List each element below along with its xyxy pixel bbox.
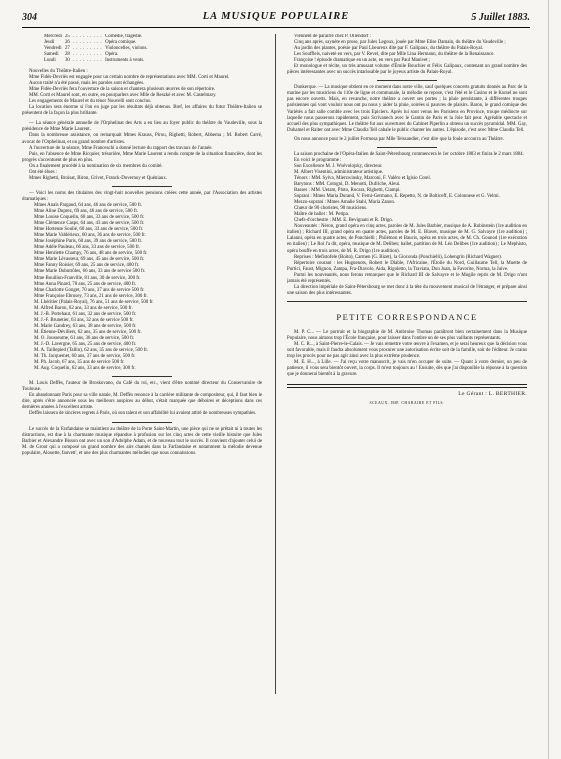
pension-entry: Mme Fanny Roisier, 69 ans, 25 ans de service, 400 fr.: [34, 263, 140, 269]
header-rule: [22, 27, 530, 28]
pension-entry: Mme Henriette Champy, 76 ans, 48 ans de service, 500 fr.: [34, 251, 148, 257]
schedule-day: Lundi: [44, 58, 56, 63]
dunkerque-news: Dunkerque. — La musique obtient en ce moment dans notre ville, sauf quelques concerts gratuits donnés au Parc de la marine par les musiciens du 110e de ligne et communale, la mélodie se repose, c'est l'été et le Casino et le Kursel ne sont pas encore ouverts. Mais, en revanche, notre théâtre a ouvert ses portes ; la pluie persistante, à différentes troupes parisiennes qui vont vouloir nous ont pu nous y aider la pluie, soirées si pauvres de plaisirs. Baron, le grand comique des Variétés a fait salle comble avec les trois Epiciers. Après lui sont venus les Parisiens en Province, troupe médiocre sur laquelle nous passerons rapidement, puis Scrivanech avec le Gamin de Paris et la Joie fait peur. Agréable spectacle et accueil des plus sympathiques. Le théâtre fut aux ouvertures du Cabinet Piperlin a obtenu un succès pyramidal. MM. Gay, Duhamel et Raiter ont avec Mme Claudia Tell cabale le public chanter les autres. L'épisode, c'est avec Mme Claudia Tell.: [287, 85, 527, 133]
schedule-leader: . . . . . . . . .: [72, 58, 103, 63]
news-paragraph: Ont été élues :: [29, 169, 58, 175]
publication-item: Les Souffleis, naiveté en vers, par V. Revel, dite par Mlle Lina Hermann, du théâtre de la Renaissance.: [294, 52, 495, 58]
right-column: [287, 34, 527, 745]
schedule-program: Instruments à vents.: [105, 58, 145, 63]
separator: [287, 301, 527, 302]
separator: [377, 80, 437, 81]
concours-schedule: [44, 34, 151, 64]
programme-line: Basses : MM. Uetam, Ploto, Rocara, Righetti, Ciampi.: [294, 188, 401, 194]
pension-entry: Mme Louise Coquelin, 60 ans, 33 ans de service, 500 fr.: [34, 215, 145, 221]
pension-entry: M. Lhéritier (Palais-Royal), 76 ans, 51 ans de service, 500 fr.: [34, 299, 154, 305]
publication-item: Au jardin des plantes, poésie par Paul Lheureux dite par F. Galipaux, du théâtre du Palais-Royal.: [294, 46, 484, 52]
pension-entry: Mme Hortense Soulié, 60 ans, 33 ans de service, 500 fr.: [34, 227, 144, 233]
programme-intro: En voici le programme :: [294, 157, 342, 163]
reprises: Reprises : Mefistofele (Boito), Carmen (G. Bizet), la Gioconda (Ponchielli), Lohengrin (Richard Wagner).: [294, 254, 502, 260]
column-divider: [275, 34, 276, 694]
pension-entry: Mmes Anaïs Pargaud, 64 ans, 46 ans de service, 500 fr.: [34, 202, 143, 208]
pension-entry: M. J.-B. Portehaut, 61 ans, 32 ans de service, 500 fr.: [34, 311, 137, 317]
programme-line: Soprani : Mmes Maria Durand, V. Ferni-Germano, E. Repetto, N. de Bolticeff, E. Colonnese et G. Velmi.: [294, 194, 500, 200]
news-paragraph: En abandonnant Paris pour sa ville natale, M. Deffès renonce à la carrière militante de compositeur, qui, il faut bien le dire, après s'être annoncée sous les meilleurs auspices au début, s'était marquée que déboires et déceptions dans ces dernières années à l'excellent artiste.: [22, 393, 262, 411]
separator: [377, 147, 437, 148]
vaudeville-publications: [287, 40, 527, 76]
schedule-program: Violoncelles, violons.: [105, 46, 148, 51]
programme-line: Son Excellence M. J. Wsévolojsky, directeur.: [294, 163, 383, 169]
schedule-leader: . . . . . . . . .: [72, 40, 103, 45]
pension-entry: Mme Anna Pinard, 70 ans, 25 ans de service, 400 fr.: [34, 281, 137, 287]
nouveautes-note: Parmi les nouveautés, nous ferons remarquer que le Richard III de Salvayre et le Mogile repris de M. Drigo n'ont jamais été représentés.: [287, 272, 527, 284]
news-paragraph: Deffès laissera de sincères regrets à Paris, où son talent et son affabilité lui avaient attiré de nombreuses sympathies.: [29, 411, 257, 417]
separator: [112, 422, 172, 423]
correspondance-item: M. C. R..., à Saint-Pierre-le-Calais. — Je vais remettre votre œuvre à l'examen, et je serai heureux que la décision vous soit favorable, mais il faudra absolument vous procurer une autorisation écrite soit de la famille, soit de l'éditeur. Je crains trop les procès pour ne pas agir ainsi avec la plus extrême prudence.: [287, 341, 527, 360]
news-paragraph: La location sera énorme si l'on en juge par les résultats déjà obtenus. Bref, les affaires du futur Théâtre-Italien se présentent de la façon la plus brillante.: [22, 105, 262, 117]
news-paragraph: Dans la nombreuse assistance, on remarquait Mmes Krauss, Pirou, Righetti, Robert, Abbema ; M. Robert Carré, avocat de l'Orphelinat, et un grand nombre d'artistes.: [22, 133, 262, 145]
news-paragraph: Mme Fidès-Devriès fera l'ouverture de la saison et chantera plusieurs œuvres de son répertoire.: [29, 87, 216, 93]
pension-entry: M. Ph. Jacob, 67 ans, 35 ans de service 500 fr.: [34, 360, 125, 366]
vaudeville-intro: Viennent de paraître chez P. Ollendorf :: [294, 34, 372, 39]
petersbourg-intro: La saison prochaine de l'Opéra-Italien de Saint-Pétersbourg commencera le 1er octobre 1883 et finira le 2 mars 1884.: [294, 151, 524, 157]
pensions-list: [22, 203, 262, 372]
left-column: [22, 34, 262, 745]
pension-entry: M. J.-F. Brunetier, 63 ans, 32 ans de service 500 fr.: [34, 317, 134, 323]
farfandaise-news: Le succès de la Farfandaise se maintient au théâtre de la Porte Saint-Martin, une pièce qui ne se prêtait ni à toutes les distractions, est due à la charmante musique répandue à profusion sur les cinq actes de cette vieille histoire que Jules Barbier et Alexandre Bisson ont avec un son d'Adolphe Adam, et de nouveau tout le succès. Il convient d'ajouter celui de M. de Groot qui a composé un grand nombre des airs chantés dans la Farfandaise et notamment la mélodie devenue populaire, Alouette, fauvett', et une des plus charmantes mélodies que nous connaissions.: [22, 426, 262, 456]
news-paragraph: — La séance générale annuelle de l'Orphelinat des Arts a eu lieu au foyer public du théâtre du Vaudeville, sous la présidence de Mme Marie Laurent.: [22, 121, 262, 133]
theatre-italien-news: [22, 69, 262, 117]
pensions-intro: — Voici les noms des titulaires des vingt-huit nouvelles pensions créées cette année, par l'Association des artistes dramatiques :: [22, 190, 262, 202]
nouveautes: Nouveautés : Néron, grand opéra en cinq actes, paroles de M. Jules Barbier, musique de A. Rubinstein (1re audition en italien) ; Richard III, grand opéra en quatre actes, paroles de M. E. Blavet, musique de M. G. Salvayre (1re audition) ; Lalanni, opéra en quatre actes, de Ponchielli ; Philémon et Baucis, opéra en trois actes, de M. Ch. Gounod (1re exécution en italien) ; Le Roi l'a dit, opéra, musique de M. Delibes; ballet, partition de M. Léo Delibes (1re audition) ; Le Mephisto, opéra bouffe en trois actes, de M. R. Drigo (1re audition).: [287, 224, 527, 254]
page-number: 304: [22, 12, 37, 23]
page-edge-shadow: [548, 0, 549, 759]
repertoire: Répertoire courant : les Huguenots, Robert le Diable, l'Africaine, l'Étoile du Nord, Guillaume Tell, la Muette de Portici, Faust, Mignon, Zampa, Fra-Diavolo, Aida, Rigoletto, la Traviata, Don Juan, la Favorite, Norma, la Juive.: [287, 260, 527, 272]
pension-entry: M. O. Jousseume, 61 ans, 36 ans de service, 500 fr.: [34, 335, 135, 341]
section-title: PETITE CORRESPONDANCE: [336, 311, 478, 322]
pension-entry: Mme Aline Duprez, 69 ans, 46 ans de service, 500 fr.: [34, 208, 139, 214]
news-paragraph: MM. Corti et Maurel sont, en outre, en pourparlers avec Mlle de Reszké et avec M. Castelmary.: [29, 93, 217, 99]
programme-line: Chefs-d'orchestre : MM. E. Bevignani et R. Drigo.: [294, 218, 394, 224]
news-paragraph: A l'ouverture de la séance, Mme Franceschi a donné lecture du rapport des travaux de l'année.: [29, 145, 213, 151]
news-paragraph: Mme Fidès-Devriès est engagée pour un certain nombre de représentations avec MM. Corti et Maurel.: [29, 75, 230, 81]
pension-entry: Mme Marie Lévasseur, 69 ans, 45 ans de service, 500 fr.: [34, 257, 145, 263]
publication-item: Cinq ans après, saynète en prose, par Jules Legoux, jouée par Mme Elise Damain, du théâtre du Vaudeville ;: [294, 40, 506, 46]
orphelinat-news: [22, 121, 262, 181]
separator: [112, 186, 172, 187]
pension-entry: Mme Charlotte Gonget, 70 ans, 37 ans de service 500 fr.: [34, 287, 145, 293]
journal-title: LA MUSIQUE POPULAIRE: [202, 11, 350, 22]
pension-entry: M. A. Taillepied (Tallin), 62 ans, 35 ans de service, 500 fr.: [34, 348, 148, 354]
news-paragraph: Mmes Righetti, Broisat, Biron, Grivot, Franck-Duvernoy et Quéniaux.: [29, 175, 168, 181]
news-paragraph: Les engagements de Maurel et du ténor Nouvelli sont conclus.: [29, 99, 152, 105]
schedule-program: Opéra comique.: [105, 40, 137, 45]
pension-entry: Mme Clémence Casps, 64 ans, 43 ans de service, 500 fr.: [34, 221, 145, 227]
news-paragraph: Aucun traité n'a été passé, mais les paroles sont échangées.: [29, 81, 145, 87]
schedule-day: Jeudi: [44, 40, 55, 45]
schedule-leader: . . . . . . . . .: [72, 52, 103, 57]
correspondance-item: M. P. C... — Le portrait et la biographie de M. Ambroise Thomas paraîtront bien certainement dans la Musique Populaire, nous aimons trop l'École française, pour laisser dans l'ombre un de ses plus vaillants représentants.: [287, 329, 527, 341]
text-columns: [22, 34, 530, 745]
schedule-date: 28: [64, 52, 70, 57]
publication-item: Et monologue et récite, un très amusant volume d'Émile Bouchier et Félix Galipaux, contenant un grand nombre des pièces intéressantes avec un succès intarissable par le joyeux artiste du Palais-Royal.: [287, 64, 527, 76]
schedule-date: 27: [64, 46, 70, 51]
pension-entry: M. Aug. Coquelin, 62 ans, 33 ans de service, 300 fr.: [34, 366, 136, 372]
page-header: [22, 10, 530, 26]
formosa-news: On nous annonce pour le 2 juillet Formosa par Mlle Teissandier, c'est dire que la foule accourra au Théâtre.: [294, 136, 504, 142]
programme-line: Barytons : MM. Cotogni, D. Menotti, Dufriche, Aleui.: [294, 181, 401, 187]
separator: [112, 376, 172, 377]
schedule-date: 26: [64, 40, 70, 45]
correspondance-item: M. E. H..., à Lille. — J'ai reçu votre manuscrit, je vais m'en occuper de suite. — Quant à votre dernier, un peu de patience, il vous sera bientôt ouvert, la corps. Il m'est toujours au ! Ensuite, dès que j'ai disponible la réponse à la question que je donnerai bientôt à la gravure.: [287, 360, 527, 378]
deffes-news: [22, 381, 262, 417]
pension-entry: M. Étienne-Dévillers, 62 ans, 35 ans de service, 500 fr.: [34, 329, 142, 335]
direction-note: La direction impériale de Saint-Pétersbourg se met donc à la tête du mouvement musical de l'étranger, et prépare ainsi une saison des plus intéressantes.: [287, 284, 527, 296]
programme-line: Mezzo-soprani : Mmes Amalie Stahl, Maria Zanon.: [294, 200, 396, 206]
pension-entry: Mme Bouillon-Franville, 81 ans, 30 de service, 300 fr.: [34, 275, 141, 281]
schedule-leader: . . . . . . . . .: [72, 34, 103, 39]
schedule-day: Vendredi: [44, 46, 62, 51]
footer-rule: [287, 384, 527, 388]
schedule-date: 30: [64, 58, 70, 63]
pension-entry: Mme Marie Dubutrôles, 66 ans, 33 ans de service 500 fr.: [34, 269, 146, 275]
programme-line: Maître de ballet : M. Petipa.: [294, 212, 350, 218]
pension-entry: Mme Adèle Pauleau, 66 ans, 33 ans de service, 500 fr.: [34, 245, 140, 251]
printer-imprint: SCEAUX. IMP. CHARAIRE ET FILS.: [369, 400, 445, 405]
pension-entry: M. Alfred Baron, 62 ans, 33 ans de service, 500 fr.: [34, 305, 133, 311]
petersbourg-programme: [287, 164, 527, 224]
pension-entry: Mme Françoise Ebrusey, 73 ans, 21 ans de service, 300 fr.: [34, 293, 148, 299]
correspondance-list: [287, 330, 527, 378]
pension-entry: M. J.-D. Lavergne, 65 ans, 25 ans de service, 400 fr.: [34, 342, 137, 348]
schedule-leader: . . . . . . . . .: [72, 46, 103, 51]
pension-entry: M. Marie Gandrey, 63 ans, 38 ans de service, 500 fr.: [34, 323, 137, 329]
schedule-program: Opéra.: [105, 52, 119, 57]
pension-entry: Mme Marie Valdérieux, 60 ans, 36 ans de service, 500 fr.: [34, 233, 146, 239]
page-content: [22, 10, 530, 745]
programme-line: Ténors : MM. Sylva, Mierzwinsky, Marconi, F. Valéro et Igisio Corel.: [294, 175, 431, 181]
programme-line: M. Albert Visentini, administrateur artistique.: [294, 169, 384, 175]
issue-date: 5 Juillet 1883.: [471, 12, 530, 23]
schedule-day: Samedi: [44, 52, 59, 57]
schedule-date: 25: [64, 34, 70, 39]
pension-entry: M. Th. Jacquemet, 60 ans, 37 ans de service, 500 fr.: [34, 354, 136, 360]
news-paragraph: On a finalement procédé à la nomination de six membres du comité.: [29, 163, 163, 169]
programme-line: Chœur de 90 choristes, 90 musiciens.: [294, 206, 368, 212]
publication-item: Françoise ! épisode dramatique en un acte, en vers par Paul Manivet ;: [294, 58, 431, 64]
news-paragraph: M. Louis Deffès, l'auteur de Broskovano, du Café du roi, etc., vient d'être nommé directeur du Conservatoire de Toulouse.: [22, 381, 262, 393]
pension-entry: Mme Joséphine Paris, 60 ans, 39 ans de service, 500 fr.: [34, 239, 143, 245]
schedule-day: Mercredi: [44, 34, 62, 39]
news-paragraph: Puis, en l'absence de Mme Ricquier, trésorière, Mme Marie Laurent a rendu compte de la situation financière, dont les progrès s'accentuent de plus en plus.: [22, 151, 262, 163]
schedule-program: Comédie, tragédie.: [105, 34, 143, 39]
gerant-line: Le Gérant : L. BERTHIER.: [458, 390, 527, 397]
news-paragraph: Nouvelles du Théâtre-Italien :: [29, 69, 88, 74]
